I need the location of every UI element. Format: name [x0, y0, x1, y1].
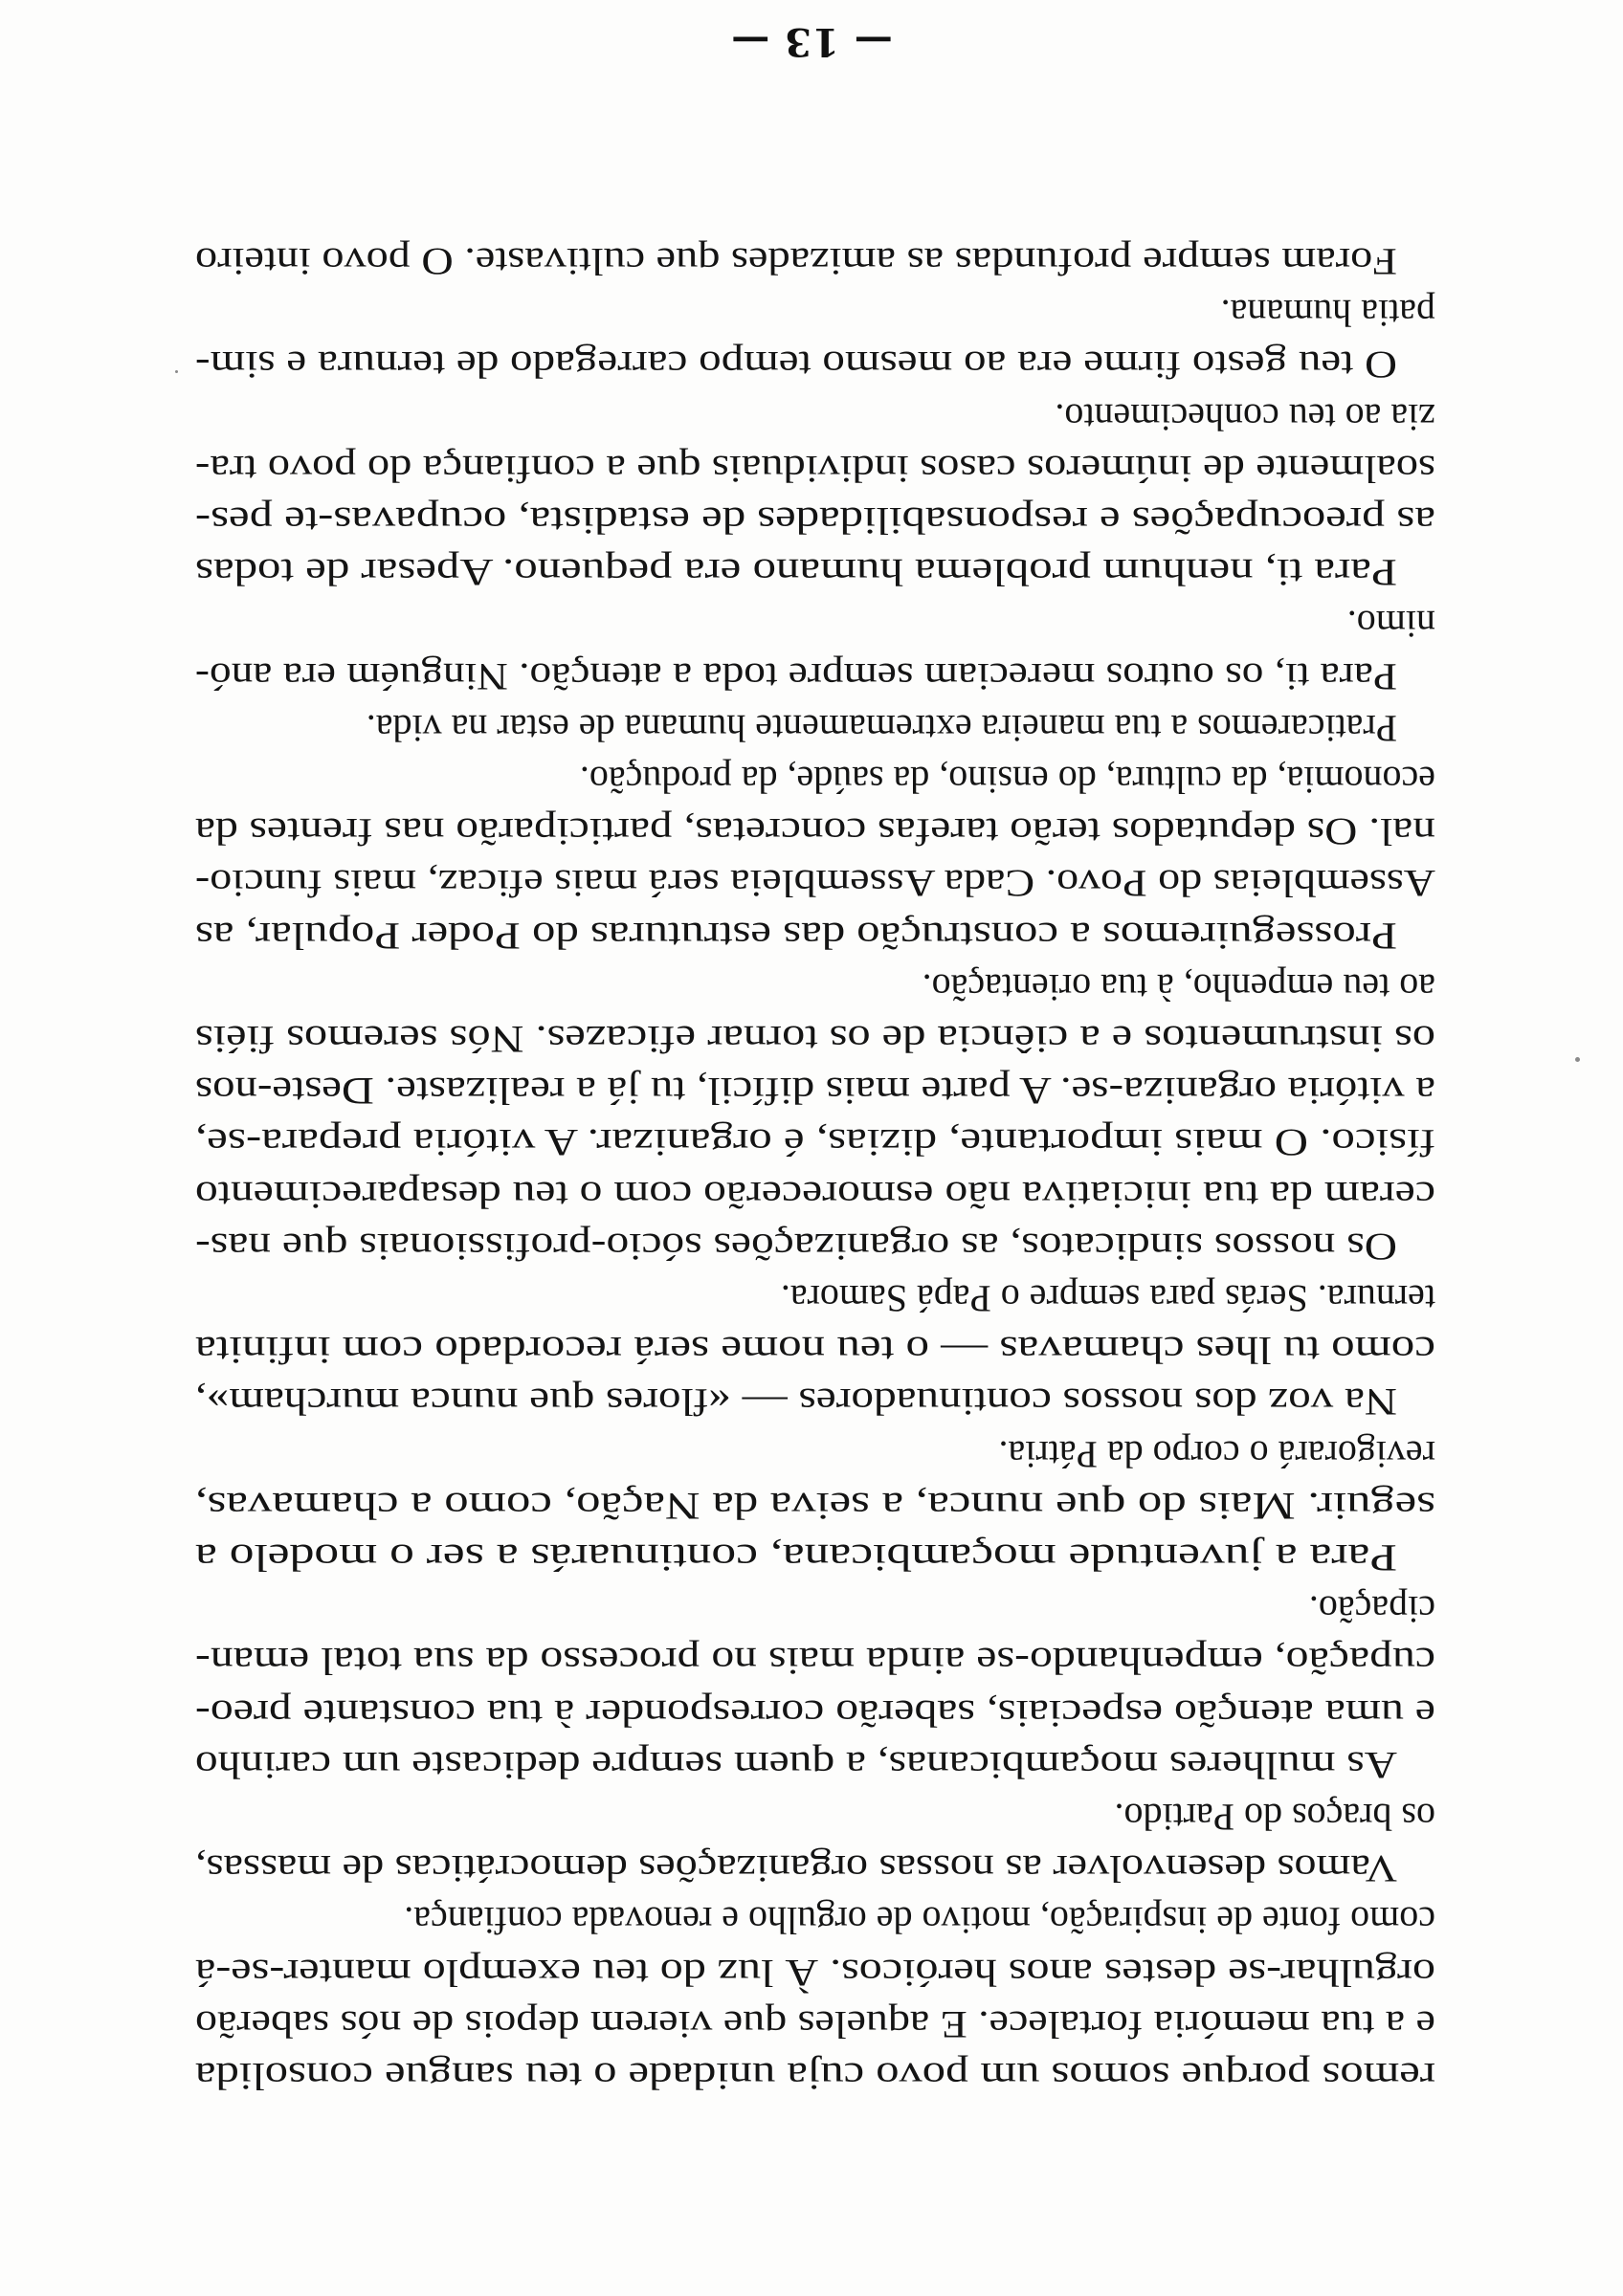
text-line: patia humana.: [1220, 292, 1435, 336]
text-line: os instrumentos e a ciência de os tornar eficazes. Nós seremos fiéis: [194, 1018, 1435, 1061]
text-line: revigorará o corpo da Pátria.: [998, 1432, 1435, 1476]
text-line: como fonte de inspiração, motivo de orgulho e renovada confiança.: [404, 1899, 1435, 1943]
text-line: Prosseguiremos a construção das estruturas do Poder Popular, as: [194, 914, 1397, 958]
page-number: — 13 —: [730, 19, 893, 64]
text-line: Praticaremos a tua maneira extremamente humana de estar na vida.: [366, 706, 1397, 750]
text-line: ao teu empenho, à tua orientação.: [922, 965, 1435, 1009]
text-line: Foram sempre profundas as amizades que cultivaste. O povo inteiro: [195, 240, 1397, 283]
text-line: cupação, empenhando-se ainda mais no processo da sua total eman-: [194, 1640, 1435, 1684]
text-line: soalmente de inúmeros casos individuais que a confiança do povo tra-: [194, 447, 1435, 491]
text-line: seguir. Mais do que nunca, a seiva da Nação, como a chamavas,: [195, 1484, 1435, 1528]
text-line: Os nossos sindicatos, as organizações sócio-profissionais que nas-: [195, 1225, 1397, 1269]
text-line: a vitória organiza-se. A parte mais difícil, tu já a realizaste. Deste-nos: [195, 1070, 1435, 1114]
text-line: economia, da cultura, do ensino, da saúde, da produção.: [579, 759, 1435, 802]
text-line: os braços do Partido.: [1114, 1796, 1435, 1839]
text-line: as preocupações e responsabilidades de estadista, ocupavas-te pes-: [194, 499, 1435, 542]
text-line: Vamos desenvolver as nossas organizações democráticas de massas,: [195, 1847, 1397, 1891]
text-line: Para ti, nenhum problema humano era pequeno. Apesar de todas: [194, 551, 1397, 595]
text-line: ceram da tua iniciativa não esmorecerão com o teu desaparecimento: [194, 1173, 1435, 1217]
text-line: orgulhar-se destes anos heróicos. À luz do teu exemplo manter-se-á: [195, 1951, 1435, 1995]
text-line: e uma atenção especiais, saberão corresponder à tua constante preo-: [195, 1691, 1435, 1735]
scan-speck: [175, 370, 178, 373]
text-line: Para ti, os outros mereciam sempre toda a atenção. Ninguém era anó-: [194, 654, 1397, 698]
text-line: como tu lhes chamavas — o teu nome será recordado com infinita: [195, 1329, 1435, 1373]
text-line: remos porque somos um povo cuja unidade o teu sangue consolida: [195, 2055, 1435, 2098]
text-line: cipação.: [1308, 1588, 1435, 1632]
text-line: nal. Os deputados terão tarefas concretas, participarão nas frentes da: [194, 810, 1435, 854]
text-line: Assembleias do Povo. Cada Assembleia será mais eficaz, mais funcio-: [194, 862, 1435, 906]
text-line: Na voz dos nossos continuadores — «flores que nunca murcham»,: [194, 1380, 1397, 1424]
text-line: Para a juventude moçambicana, continuarás a ser o modelo a: [194, 1536, 1397, 1579]
text-line: zia ao teu conhecimento.: [1055, 395, 1435, 439]
text-line: As mulheres moçambicanas, a quem sempre dedicaste um carinho: [194, 1743, 1397, 1787]
text-line: físico. O mais importante, dizias, é organizar. A vitória prepara-se,: [195, 1121, 1435, 1165]
text-line: e a tua memória fortalece. E aqueles que vierem depois de nós saberão: [194, 2002, 1435, 2046]
text-line: ternura. Serás para sempre o Papá Samora.: [780, 1277, 1435, 1320]
text-line: O teu gesto firme era ao mesmo tempo carregado de ternura e sim-: [195, 343, 1397, 387]
text-line: nimo.: [1346, 603, 1435, 647]
scan-speck: [1575, 1057, 1580, 1062]
